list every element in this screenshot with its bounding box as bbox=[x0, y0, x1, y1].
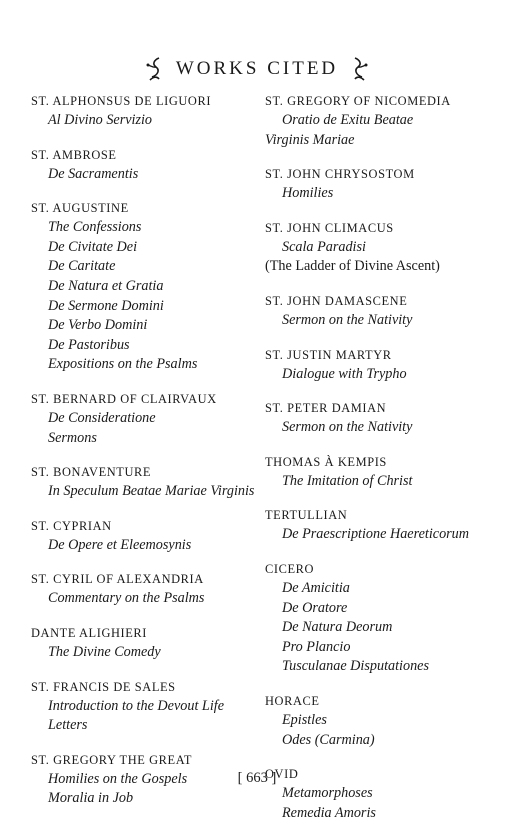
author-name: DANTE ALIGHIERI bbox=[31, 625, 148, 640]
author-name: ST. BONAVENTURE bbox=[31, 465, 152, 480]
work-title: The Confessions bbox=[48, 219, 142, 236]
page-title bbox=[0, 56, 514, 82]
left-column bbox=[31, 92, 256, 824]
citation-entry bbox=[265, 399, 505, 438]
citation-entry bbox=[31, 517, 256, 556]
work-title: In Speculum Beatae Mariae Virginis bbox=[48, 483, 255, 500]
work-title: Dialogue with Trypho bbox=[282, 365, 407, 382]
work-title: Al Divino Servizio bbox=[48, 112, 153, 128]
work-title: Introduction to the Devout Life bbox=[48, 697, 224, 714]
citation-entry bbox=[265, 692, 505, 750]
work-title: De Civitate Dei bbox=[48, 238, 138, 255]
work-title: De Oratore bbox=[282, 599, 348, 616]
citation-entry bbox=[31, 199, 256, 375]
work-title: Scala Paradisi bbox=[282, 238, 366, 255]
work-title: Homilies on the Gospels bbox=[48, 770, 188, 787]
author-name: ST. CYPRIAN bbox=[31, 518, 112, 533]
work-title: De Sermone Domini bbox=[48, 297, 164, 314]
author-name: TERTULLIAN bbox=[265, 508, 348, 523]
work-title: De Amicitia bbox=[282, 579, 350, 596]
work-title: The Divine Comedy bbox=[48, 643, 161, 660]
citation-entry bbox=[31, 463, 256, 502]
work-translation: (The Ladder of Divine Ascent) bbox=[265, 258, 440, 275]
work-title: Sermon on the Nativity bbox=[282, 419, 413, 436]
work-title: Epistles bbox=[282, 711, 327, 728]
citation-entry bbox=[265, 219, 505, 277]
work-title: Letters bbox=[48, 717, 88, 734]
author-name: ST. JOHN CLIMACUS bbox=[265, 220, 394, 235]
citation-entry bbox=[265, 506, 505, 545]
work-title: Moralia in Job bbox=[48, 790, 134, 807]
author-name: ST. AMBROSE bbox=[31, 147, 117, 162]
citation-entry bbox=[31, 570, 256, 609]
author-name: CICERO bbox=[265, 561, 315, 576]
work-title: De Natura Deorum bbox=[282, 619, 393, 636]
author-name: ST. JOHN CHRYSOSTOM bbox=[265, 167, 415, 182]
work-title: Sermon on the Nativity bbox=[282, 311, 413, 328]
work-title: Expositions on the Psalms bbox=[48, 356, 198, 373]
author-name: ST. PETER DAMIAN bbox=[265, 401, 387, 416]
work-title: Metamorphoses bbox=[282, 785, 373, 802]
page-number: [ 663 ] bbox=[237, 770, 277, 786]
citation-entry bbox=[265, 346, 505, 385]
author-name: ST. CYRIL OF ALEXANDRIA bbox=[31, 572, 204, 587]
work-title: Oratio de Exitu Beatae bbox=[282, 112, 414, 128]
work-title: De Opere et Eleemosynis bbox=[48, 536, 192, 553]
work-title: Homilies bbox=[282, 185, 334, 202]
work-title: Pro Plancio bbox=[282, 638, 351, 655]
work-title: De Consideratione bbox=[48, 409, 156, 426]
work-title: The Imitation of Christ bbox=[282, 472, 413, 489]
work-title: De Sacramentis bbox=[48, 165, 139, 182]
citation-entry bbox=[265, 165, 505, 204]
citation-entry bbox=[265, 453, 505, 492]
citation-entry bbox=[31, 390, 256, 448]
work-title: De Praescriptione Haereticorum bbox=[282, 526, 470, 543]
author-name: HORACE bbox=[265, 693, 320, 708]
work-title: De Natura et Gratia bbox=[48, 277, 164, 294]
right-column bbox=[265, 92, 505, 838]
work-title: De Pastoribus bbox=[48, 336, 130, 353]
citation-entry bbox=[31, 146, 256, 185]
author-name: ST. GREGORY OF NICOMEDIA bbox=[265, 94, 451, 108]
work-title: Commentary on the Psalms bbox=[48, 590, 205, 607]
work-title: Remedia Amoris bbox=[282, 804, 376, 821]
work-title: Sermons bbox=[48, 429, 97, 446]
author-name: ST. JOHN DAMASCENE bbox=[265, 293, 408, 308]
author-name: ST. ALPHONSUS DE LIGUORI bbox=[31, 94, 212, 108]
citation-entry bbox=[31, 624, 256, 663]
citation-entry bbox=[265, 560, 505, 677]
work-title: Tusculanae Disputationes bbox=[282, 658, 430, 675]
author-name: ST. GREGORY THE GREAT bbox=[31, 752, 193, 767]
citation-entry bbox=[265, 292, 505, 331]
author-name: THOMAS À KEMPIS bbox=[265, 454, 387, 469]
work-title: Odes (Carmina) bbox=[282, 731, 375, 748]
work-title: De Verbo Domini bbox=[48, 317, 148, 334]
author-name: OVID bbox=[265, 767, 299, 782]
author-name: ST. BERNARD OF CLAIRVAUX bbox=[31, 391, 217, 406]
title-text: WORKS CITED bbox=[175, 58, 339, 79]
fleuron-left-icon bbox=[144, 56, 166, 82]
work-title-continued: Virginis Mariae bbox=[265, 131, 355, 148]
author-name: ST. JUSTIN MARTYR bbox=[265, 347, 392, 362]
citation-entry bbox=[265, 92, 505, 150]
fleuron-right-icon bbox=[348, 56, 370, 82]
citation-entry bbox=[31, 92, 256, 131]
author-name: ST. AUGUSTINE bbox=[31, 201, 129, 216]
author-name: ST. FRANCIS DE SALES bbox=[31, 679, 176, 694]
citation-entry bbox=[31, 678, 256, 736]
work-title: De Caritate bbox=[48, 258, 116, 275]
